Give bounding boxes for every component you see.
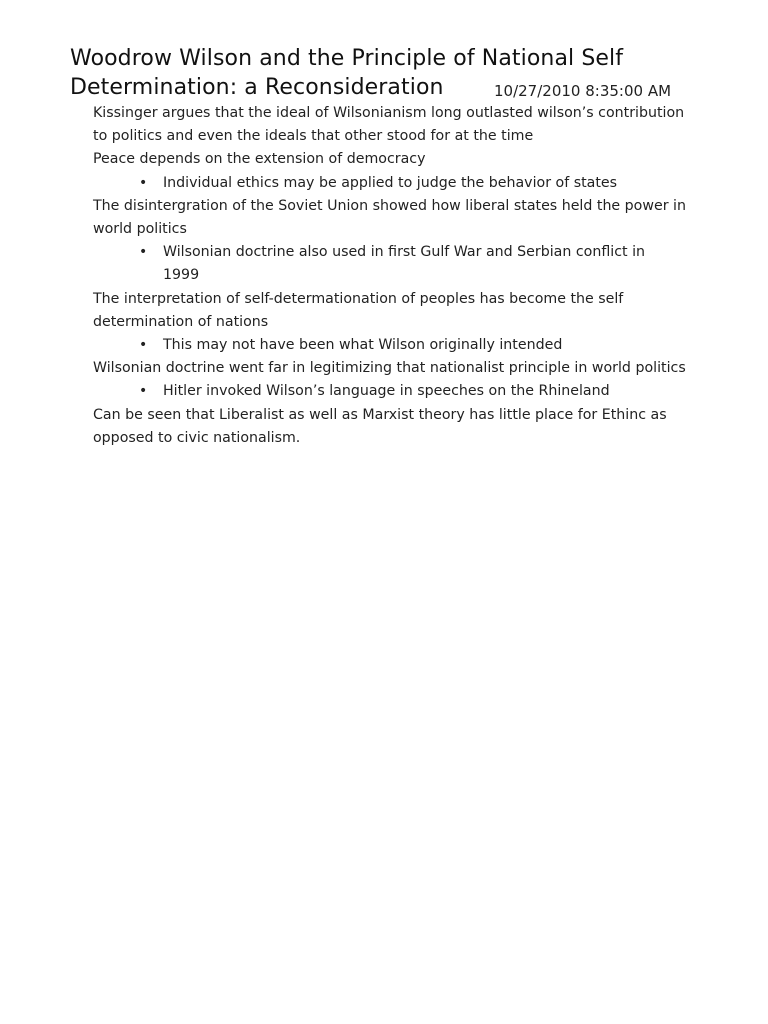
bullet-item xyxy=(93,380,683,403)
bullet-text: Individual ethics may be applied to judge the behavior of states xyxy=(163,174,618,191)
paragraph: Peace depends on the extension of democracy xyxy=(93,151,426,168)
bullet-item xyxy=(93,172,683,195)
bullet-icon: • xyxy=(139,244,148,261)
paragraph: The disintergration of the Soviet Union showed how liberal states held the power in world politics xyxy=(93,197,686,238)
bullet-icon: • xyxy=(139,337,148,354)
title-line-2: Determination: a Reconsideration xyxy=(70,75,444,100)
paragraph: Kissinger argues that the ideal of Wilsonianism long outlasted wilson’s contribution to politics and even the ideals that other stood for at the time xyxy=(93,105,685,145)
bullet-item xyxy=(93,241,683,287)
timestamp: 10/27/2010 8:35:00 AM xyxy=(494,82,672,100)
bullet-icon: • xyxy=(139,383,148,400)
bullet-text: Wilsonian doctrine also used in first Gulf War and Serbian conflict in 1999 xyxy=(163,244,646,284)
paragraph: Can be seen that Liberalist as well as Marxist theory has little place for Ethinc as opposed to civic nationalism. xyxy=(93,406,667,446)
title-line-1: Woodrow Wilson and the Principle of National Self xyxy=(70,46,624,71)
bullet-text: This may not have been what Wilson originally intended xyxy=(163,337,563,354)
bullet-icon: • xyxy=(139,174,148,191)
bullet-text: Hitler invoked Wilson’s language in speeches on the Rhineland xyxy=(163,383,610,400)
paragraph: Wilsonian doctrine went far in legitimizing that nationalist principle in world politics xyxy=(93,360,686,377)
paragraph: The interpretation of self-determationation of peoples has become the self determination of nations xyxy=(93,290,624,330)
document-body xyxy=(93,102,693,450)
bullet-item xyxy=(93,334,683,357)
